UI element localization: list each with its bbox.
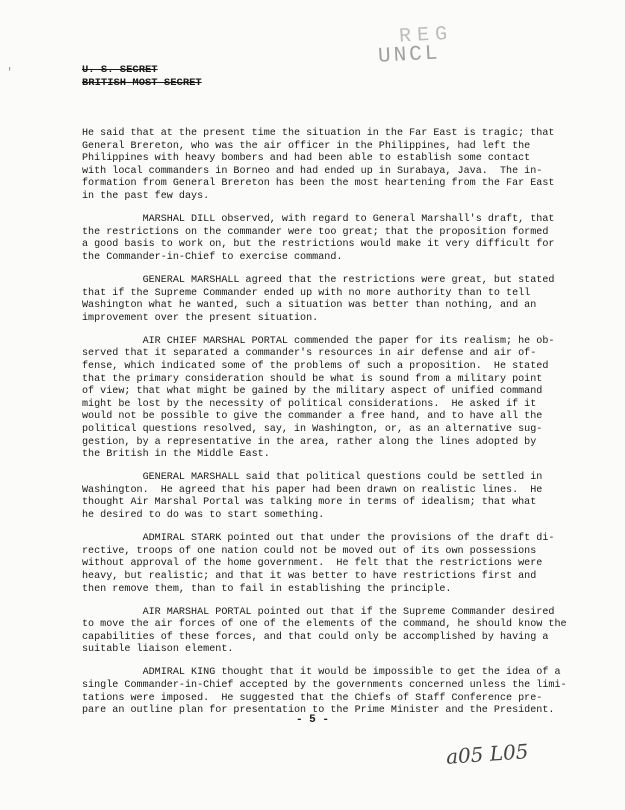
classification-us: U. S. SECRET (82, 64, 158, 76)
classification-header (82, 64, 202, 90)
page-number: - 5 - (295, 714, 329, 726)
declassification-stamp (377, 17, 560, 86)
classification-british: BRITISH MOST SECRET (82, 77, 202, 89)
paragraph: ADMIRAL STARK pointed out that under the provisions of the draft di- rective, troops of one nation could not be moved out of its own possessions without approval of the home government. He felt that the restrictions were heavy, but realistic; and that it was better to have restrictions first and then remove them, than to fail in establishing the principle. (82, 533, 555, 595)
stamp-line-2: UNCL (377, 42, 442, 69)
stamp-line-1: REG (398, 22, 454, 49)
paragraph: AIR CHIEF MARSHAL PORTAL commended the paper for its realism; he ob- served that it separated a commander's resources in air defense and air of- fense, which indicated some of the problems of such a proposition. He stated that the primary consideration should be what is sound from a military point of view; that what might be gained by the military aspect of unified command might be lost by the necessity of political considerations. He asked if it would not be possible to give the commander a free hand, and to have all the political questions resolved, say, in Washington, or, as an alternative sug- gestion, by a representative in the area, rather along the lines adopted by the British in the Middle East. (82, 335, 555, 461)
paragraph: GENERAL MARSHALL agreed that the restrictions were great, but stated that if the Supreme Commander ended up with no more authority than to tell Washington what he wanted, such a situation was better than nothing, and an improvement over the present situation. (82, 274, 555, 324)
margin-mark: ′ (6, 66, 14, 80)
document-body (82, 128, 572, 728)
paragraph: ADMIRAL KING thought that it would be impossible to get the idea of a single Commander-in-Chief accepted by the governments concerned unless the limi- tations were imposed. He suggested that the Chiefs of Staff Conference pre- pare an outline plan for presentation to the Prime Minister and the President. (82, 667, 567, 717)
paragraph: He said that at the present time the situation in the Far East is tragic; that General Brereton, who was the air officer in the Philippines, had left the Philippines with heavy bombers and had been able to establish some contact with local commanders in Borneo and had ended up in Surabaya, Java. The in- formation from General Brereton has been the most heartening from the Far East in the past few days. (82, 128, 555, 202)
handwritten-note: a05 L05 (445, 739, 530, 769)
paragraph: AIR MARSHAL PORTAL pointed out that if the Supreme Commander desired to move the air forces of one of the elements of the command, he should know the capabilities of these forces, and that could only be accomplished by having a suitable liaison element. (82, 606, 567, 656)
paragraph: MARSHAL DILL observed, with regard to General Marshall's draft, that the restrictions on the commander were too great; that the proposition formed a good basis to work on, but the restrictions would make it very difficult for the Commander-in-Chief to exercise command. (82, 214, 555, 263)
paragraph: GENERAL MARSHALL said that political questions could be settled in Washington. He agreed that his paper had been drawn on realistic lines. He thought Air Marshal Portal was talking more in terms of idealism; that what he desired to do was to start something. (82, 472, 543, 522)
